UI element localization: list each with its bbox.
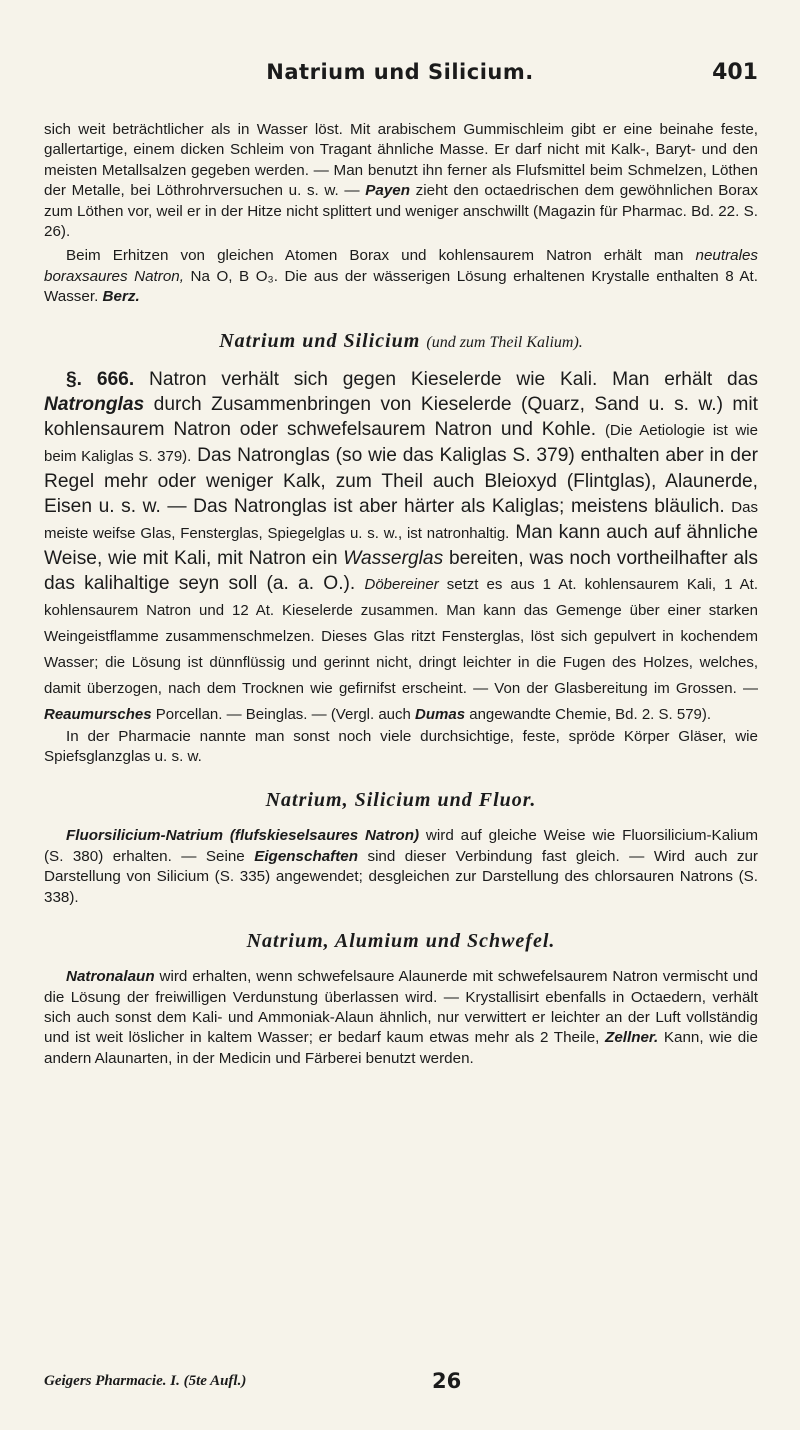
author-zellner: Zellner. — [605, 1029, 659, 1047]
section3-text1: wird erhalten, wenn schwefelsaure Alaunerde mit schwefelsaurem Natron vermischt und die Lösung der freiwilligen Verdunstung überlassen wird. — Krystallisirt ebenfalls in Octaedern, verhält sich auch sonst dem Kali- und Ammoniak-Alaun ähnlich, nur verwittert er leichter an der Luft vollständig und ist weit löslicher in kaltem Wasser; er bedarf kaum etwas mehr als 2 Theile, — [44, 968, 758, 1047]
footer — [44, 1369, 758, 1403]
section1-paragraph — [44, 367, 758, 727]
intro-text-2a: Beim Erhitzen von gleichen Atomen Borax und kohlensaurem Natron erhält man — [66, 247, 684, 265]
section1-small2: Porcellan. — Beinglas. — (Vergl. auch — [155, 705, 411, 723]
term-wasserglas: Wasserglas — [343, 547, 444, 569]
section1-lead: Natron verhält sich gegen Kieselerde wie Kali. Man erhält das — [148, 368, 758, 390]
term-fluorsilicium-natrium: Fluorsilicium-Natrium (flufskieselsaures Natron) — [66, 827, 420, 845]
section1-last-paragraph: In der Pharmacie nannte man sonst noch viele durchsichtige, feste, spröde Körper Gläser, wie Spiefsglanzglas u. s. w. — [44, 727, 758, 766]
section2-text1: wird auf gleiche Weise wie Fluorsilicium-Kalium (S. 380) erhalten. — Seine — [44, 827, 758, 865]
running-head — [42, 60, 758, 96]
page-number: 401 — [712, 60, 758, 85]
section1-aside1: (Die Aetiologie ist wie beim Kaliglas S. 379). — [44, 421, 758, 465]
section1-small1: setzt es aus 1 At. kohlensaurem Kali, 1 At. kohlensaurem Natron und 12 At. Kieselerde zusammen. Man kann das Gemenge über einer starken Weingeistflamme zusammenschmelzen. Dieses Glas ritzt Fensterglas, löst sich gepulvert in kochendem Wasser; die Lösung ist dünnflüssig und gerinnt nicht, dringt leichter in die Fugen des Holzes, welches, damit überzogen, nach dem Trocknen wie gefirnifst erscheint. — Von der Glasbereitung im Grossen. — — [44, 575, 758, 697]
term-eigenschaften: Eigenschaften — [254, 847, 359, 865]
section1-small3: angewandte Chemie, Bd. 2. S. 579). — [469, 705, 712, 723]
body-text — [44, 120, 758, 1069]
author-doebereiner: Döbereiner — [364, 575, 439, 593]
section1-heading-sub: (und zum Theil Kalium). — [426, 333, 583, 351]
paragraph-mark: §. 666. — [66, 368, 135, 390]
section3-heading: Natrium, Alumium und Schwefel. — [246, 930, 556, 953]
section1-heading: Natrium und Silicium — [219, 329, 421, 352]
section2-heading: Natrium, Silicium und Fluor. — [265, 789, 537, 812]
section1-aside2: Das meiste weifse Glas, Fensterglas, Spiegelglas u. s. w., ist natronhaltig. — [44, 498, 758, 542]
signature-line: Geigers Pharmacie. I. (5te Aufl.) — [44, 1373, 247, 1389]
section3-text2: Kann, wie die andern Alaunarten, in der Medicin und Färberei benutzt werden. — [44, 1029, 758, 1067]
intro-text-2b: Na O, B O₃. Die aus der wässerigen Lösung erhaltenen Krystalle enthalten 8 At. Wasser. — [44, 267, 758, 306]
author-berz: Berz. — [102, 288, 140, 306]
author-dumas: Dumas — [415, 705, 466, 723]
section3-paragraph — [44, 967, 758, 1069]
term-neutral-borax: neutrales boraxsaures Natron, — [44, 247, 758, 285]
intro-paragraph-2 — [44, 246, 758, 307]
term-natronalaun: Natronalaun — [66, 968, 155, 986]
sheet-number: 26 — [432, 1369, 462, 1393]
running-title: Natrium und Silicium. — [266, 60, 534, 84]
intro-paragraph-1 — [44, 120, 758, 242]
term-natronglas: Natronglas — [44, 393, 145, 415]
intro-text-1: sich weit beträchtlicher als in Wasser löst. Mit arabischem Gummischleim gibt er eine beinahe feste, gallertartige, einem dicken Schleim von Tragant ähnliche Masse. Er darf nicht mit Kalk-, Baryt- und den meisten Metallsalzen gegeben werden. — Man benutzt ihn ferner als Flufsmittel beim Schmelzen, Löthen der Metalle, bei Löthrohrversuchen u. s. w. — — [44, 121, 758, 200]
section-heading-natrium-silicium-fluor — [44, 789, 758, 812]
section-heading-natrium-silicium — [44, 330, 758, 353]
section1-lead2: durch Zusammenbringen von Kieselerde (Quarz, Sand u. s. w.) mit kohlensaurem Natron oder schwefelsaurem Natron und Kohle. — [44, 393, 758, 440]
section-heading-natrium-alumium-schwefel — [44, 930, 758, 953]
section2-paragraph — [44, 826, 758, 908]
author-payen: Payen — [365, 182, 410, 200]
section1-lead3: Das Natronglas (so wie das Kaliglas S. 379) enthalten aber in der Regel mehr oder weniger Kalk, zum Theil auch Bleioxyd (Flintglas), Alaunerde, Eisen u. s. w. — Das Natronglas ist aber härter als Kaliglas; meistens bläulich. — [44, 444, 758, 517]
section1-lead5: bereiten, was noch vortheilhafter als das kalihaltige seyn soll (a. a. O.). — [44, 547, 758, 594]
intro-text-1-tail: zieht den octaedrischen dem gewöhnlichen Borax zum Löthen vor, weil er in der Hitze nicht splittert und weniger anschwillt (Magazin für Pharmac. Bd. 22. S. 26). — [44, 182, 758, 241]
section1-lead4: Man kann auch auf ähnliche Weise, wie mit Kali, mit Natron ein — [44, 521, 758, 569]
section2-text2: sind dieser Verbindung fast gleich. — Wird auch zur Darstellung von Silicium (S. 335) angewendet; desgleichen zur Darstellung des chlorsauren Natrons (S. 338). — [44, 847, 758, 906]
term-reaumur: Reaumursches — [44, 705, 152, 723]
